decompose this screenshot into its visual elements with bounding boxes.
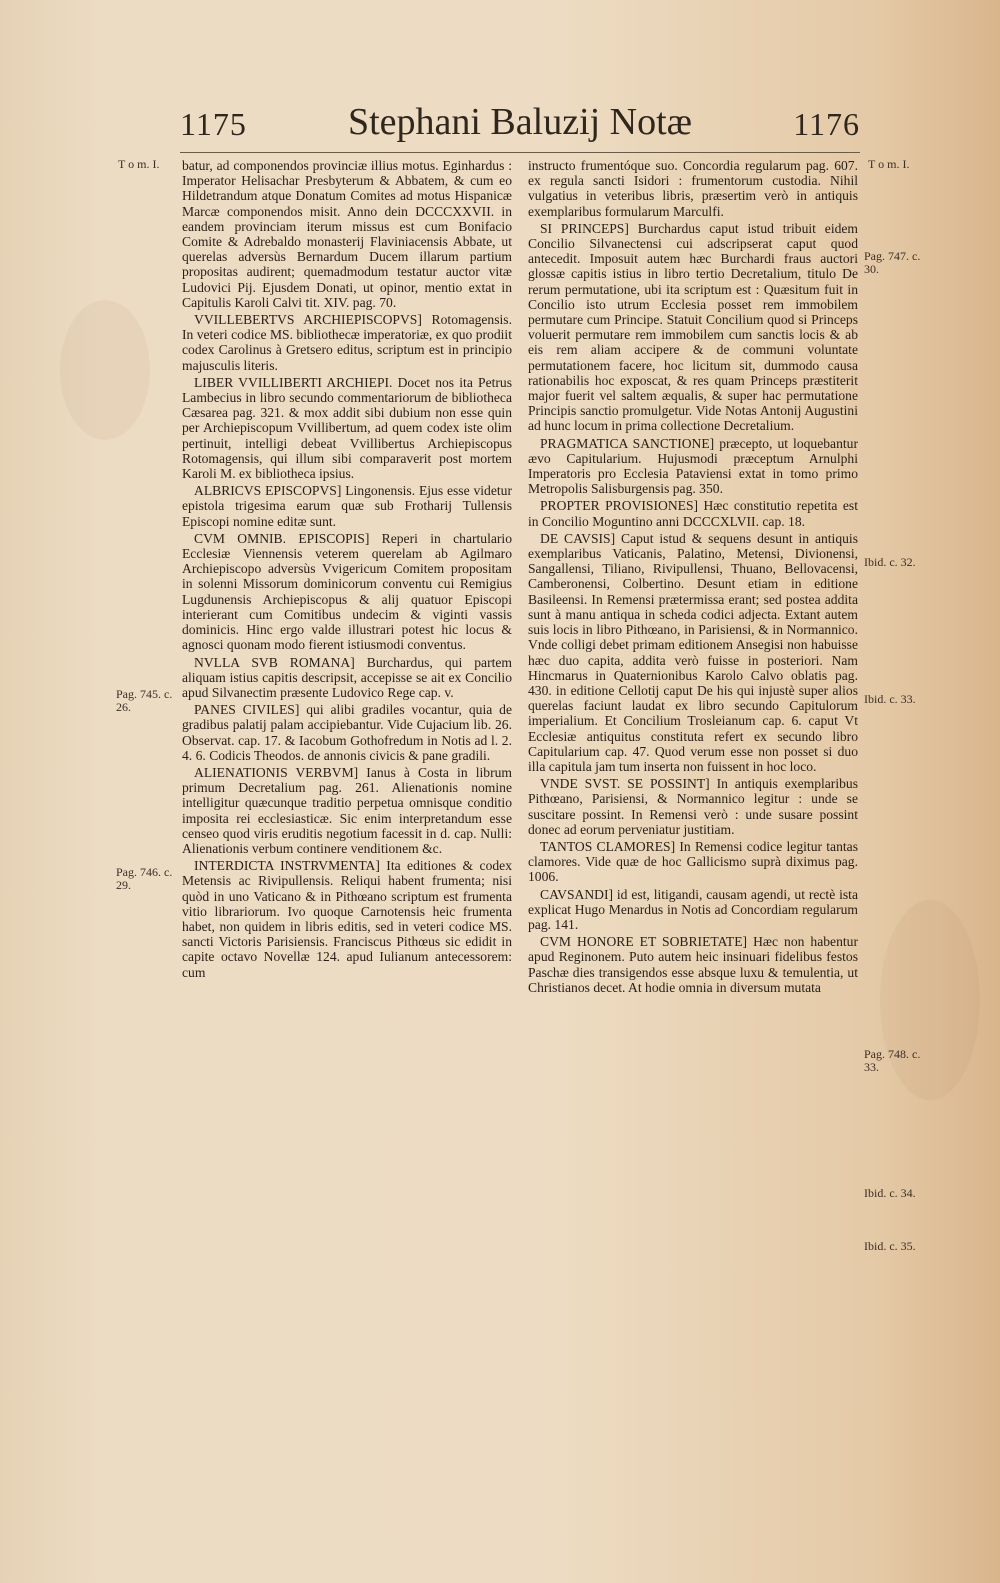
paragraph: SI PRINCEPS] Burchardus caput istud tribuit eidem Concilio Silvanectensi cui adscripserat caput quod antecedit. Imposuit autem hæc Burchardi fraus auctori glossæ capitis istius in libro tertio Decretalium, titulo De rerum permutatione, ubi ita scriptum est : Quæsitum fuit in Concilio isto utrum Ecclesia posset rem immobilem permutare cum Principe. Statuit Concilium quod si Princeps voluerit permutare rem immobilem cum sanctis locis & ab eis rem aliam accipere & de communi voluntate permutationem facere, hoc licitum sit, dummodo causa rationabilis hoc exposcat, & res quam Princeps præstiterit major fuerit vel saltem æqualis, & super hac permutatione Principis sanctio promulgetur. Vide Notas Antonij Augustini ad hunc locum in prima collectione Decretalium. (528, 220, 858, 434)
margin-note-page-right-1: Pag. 747. c. 30. (864, 249, 921, 276)
page-header (180, 100, 860, 150)
paragraph: LIBER VVILLIBERTI ARCHIEPI. Docet nos ita Petrus Lambecius in libro secundo commentariorum de bibliotheca Cæsarea pag. 321. & mox addit sibi dubium non esse quin per Archiepiscopum Vvillibertum, ad quem codex iste olim pertinuit, intelligi debeat Vvillibertus Archiepiscopus Rotomagensis, qui illum sibi comparaverit post mortem Karoli M. ex bibliotheca ipsius. (182, 374, 512, 482)
page-number-left: 1175 (180, 106, 247, 142)
paragraph: PRAGMATICA SANCTIONE] præcepto, ut loquebantur ævo Capitularium. Hujusmodi præceptum Arnulphi Imperatoris pro Ecclesia Pataviensi extat in tomo primo Metropolis Salisburgensis pag. 350. (528, 435, 858, 497)
paragraph: INTERDICTA INSTRVMENTA] Ita editiones & codex Metensis ac Rivipullensis. Reliqui habent frumenta; nisi quòd in uno Vaticano & in Pithœano scriptum est frumenta vitio librariorum. Ivo quoque Carnotensis heic frumenta habet, non quidem in libris editis, sed in veteri codice MS. sancti Victoris Parisiensis. Franciscus Pithœus sic edidit in capite octavo Novellæ 124. apud Iulianum antecessorem: cum (182, 858, 512, 980)
paragraph: PANES CIVILES] qui alibi gradiles vocantur, quia de gradibus palatij palam accipiebantur. Vide Cujacium lib. 26. Observat. cap. 17. & Iacobum Gothofredum in Notis ad l. 2. 4. 6. Codicis Theodos. de annonis civicis & pane gradili. (182, 702, 512, 763)
paragraph: batur, ad componendos provinciæ illius motus. Eginhardus : Imperator Helisachar Presbyterum & Abbatem, & cum eo Hildetrandum atque Donatum Comites ad motus Hispanicæ Marcæ componendos misit. Anno dein DCCCXXVII. in eandem provinciam iterum missus est cum Bonifacio Comite & Adrebaldo monasterij Flaviniacensis Abbate, ut querelas adversùs Bernardum Ducem illarum partium propositas audirent; quemadmodum testatur auctor vitæ Ludovici Pij. Ejusdem Donati, ut opinor, mentio extat in Capitulis Karoli Calvi tit. XIV. pag. 70. (182, 158, 512, 310)
paragraph: TANTOS CLAMORES] In Remensi codice legitur tantas clamores. Vide quæ de hoc Gallicismo suprà diximus pag. 1006. (528, 838, 858, 885)
margin-note-page-right-2: Ibid. c. 32. (864, 555, 916, 569)
paragraph: instructo frumentóque suo. Concordia regularum pag. 607. ex regula sancti Isidori : frumentorum custodia. Nihil vulgatius in veteribus libris, præsertim verò in antiquis exemplaribus formularum Marculfi. (528, 158, 858, 219)
paragraph: CVM OMNIB. EPISCOPIS] Reperi in chartulario Ecclesiæ Viennensis veterem querelam ab Agilmaro Archiepiscopo adversùs Vvigericum Comitem propositam in solenni Missorum dominicorum conventu cui Remigius Lugdunensis Archiepiscopus & alij quatuor Episcopi interierant cum Comitibus undecim & viginti vassis dominicis. Hinc ergo valde illustrari potest hic locus & agnosci quonam modo fierent istiusmodi conventus. (182, 530, 512, 653)
paragraph: PROPTER PROVISIONES] Hæc constitutio repetita est in Concilio Moguntino anni DCCCXLVII. cap. 18. (528, 498, 858, 529)
paragraph: CAVSANDI] id est, litigandi, causam agendi, ut rectè ista explicat Hugo Menardus in Notis ad Concordiam regularum pag. 141. (528, 886, 858, 932)
margin-note-page-left-1: Pag. 745. c. 26. (116, 687, 173, 714)
margin-note-page-right-5: Ibid. c. 34. (864, 1186, 916, 1200)
header-rule (180, 152, 860, 153)
paragraph: CVM HONORE ET SOBRIETATE] Hæc non habentur apud Reginonem. Puto autem heic insinuari fidelibus festos Paschæ dies transigendos esse absque luxu & temulentia, ut Christianos decet. At hodie omnia in diversum mutata (528, 934, 858, 995)
left-column (182, 158, 512, 982)
page-number-right: 1176 (793, 106, 860, 142)
paragraph: VNDE SVST. SE POSSINT] In antiquis exemplaribus Pithœano, Parisiensi, & Normannico legitur : unde se suscitare possint. In Remensi verò : unde susare possint donec ad eorum perveniatur justitiam. (528, 776, 858, 837)
paragraph: ALIENATIONIS VERBVM] Ianus à Costa in librum primum Decretalium pag. 261. Alienationis nomine intelligitur quæcunque traditio perpetua omnisque conditio imposita rei ecclesiasticæ. Sic enim interpretandum esse censeo quod viris eruditis negotium facessit in d. cap. Nulli: Alienationis verbum continere venditionem &c. (182, 764, 512, 856)
margin-note-page-right-6: Ibid. c. 35. (864, 1239, 916, 1253)
margin-note-page-right-3: Ibid. c. 33. (864, 692, 916, 706)
paragraph: NVLLA SVB ROMANA] Burchardus, qui partem aliquam istius capitis descripsit, accepisse se ait ex Concilio apud Silvanectim præsente Ludovico Rege cap. v. (182, 654, 512, 700)
paragraph: ALBRICVS EPISCOPVS] Lingonensis. Ejus esse videtur epistola trigesima earum quæ sub Frotharij Tullensis Episcopi nomine editæ sunt. (182, 483, 512, 529)
paragraph: DE CAVSIS] Caput istud & sequens desunt in antiquis exemplaribus Vaticanis, Palatino, Metensi, Divionensi, Sangallensi, Tiliano, Rivipullensi, Thuano, Bellovacensi, Camberonensi, Colbertino. Desunt etiam in editione Basileensi. In Remensi prætermissa erant; sed postea addita sunt à manu antiqua in scheda codici adjecta. Extant autem suis locis in libro Pithœano, in Parisiensi, & in Normannico. Vnde colligi debet primam editionem Ansegisi non habuisse hæc duo capita, addita verò fuisse in posteriori. Nam Hincmarus in Quaternionibus Karolo Calvo oblatis pag. 430. in editione Cellotij caput De his qui injustè super alios querelas faciunt laudat ex libro secundo Capitulorum imperialium. Et Concilium Trosleianum cap. 6. caput Vt Ecclesiæ antiquitus constituta refert ex secundo libro Capitularium cap. 47. Quod verum esse non posset si duo illa capitula jam tum inserta non fuissent in hoc loco. (528, 530, 858, 774)
right-column (528, 158, 858, 997)
margin-note-page-right-4: Pag. 748. c. 33. (864, 1047, 921, 1074)
margin-note-page-left-2: Pag. 746. c. 29. (116, 865, 173, 892)
running-title: Stephani Baluzij Notæ (347, 101, 693, 143)
paper-stain (60, 300, 150, 440)
paragraph: VVILLEBERTVS ARCHIEPISCOPVS] Rotomagensis. In veteri codice MS. bibliothecæ imperatoriæ, ex quo prodiit codex Carolinus à Gretsero editus, scriptum est in principio majusculis literis. (182, 312, 512, 373)
margin-note-tom-right: T o m. I. (868, 157, 910, 171)
margin-note-tom-left: T o m. I. (118, 157, 160, 171)
